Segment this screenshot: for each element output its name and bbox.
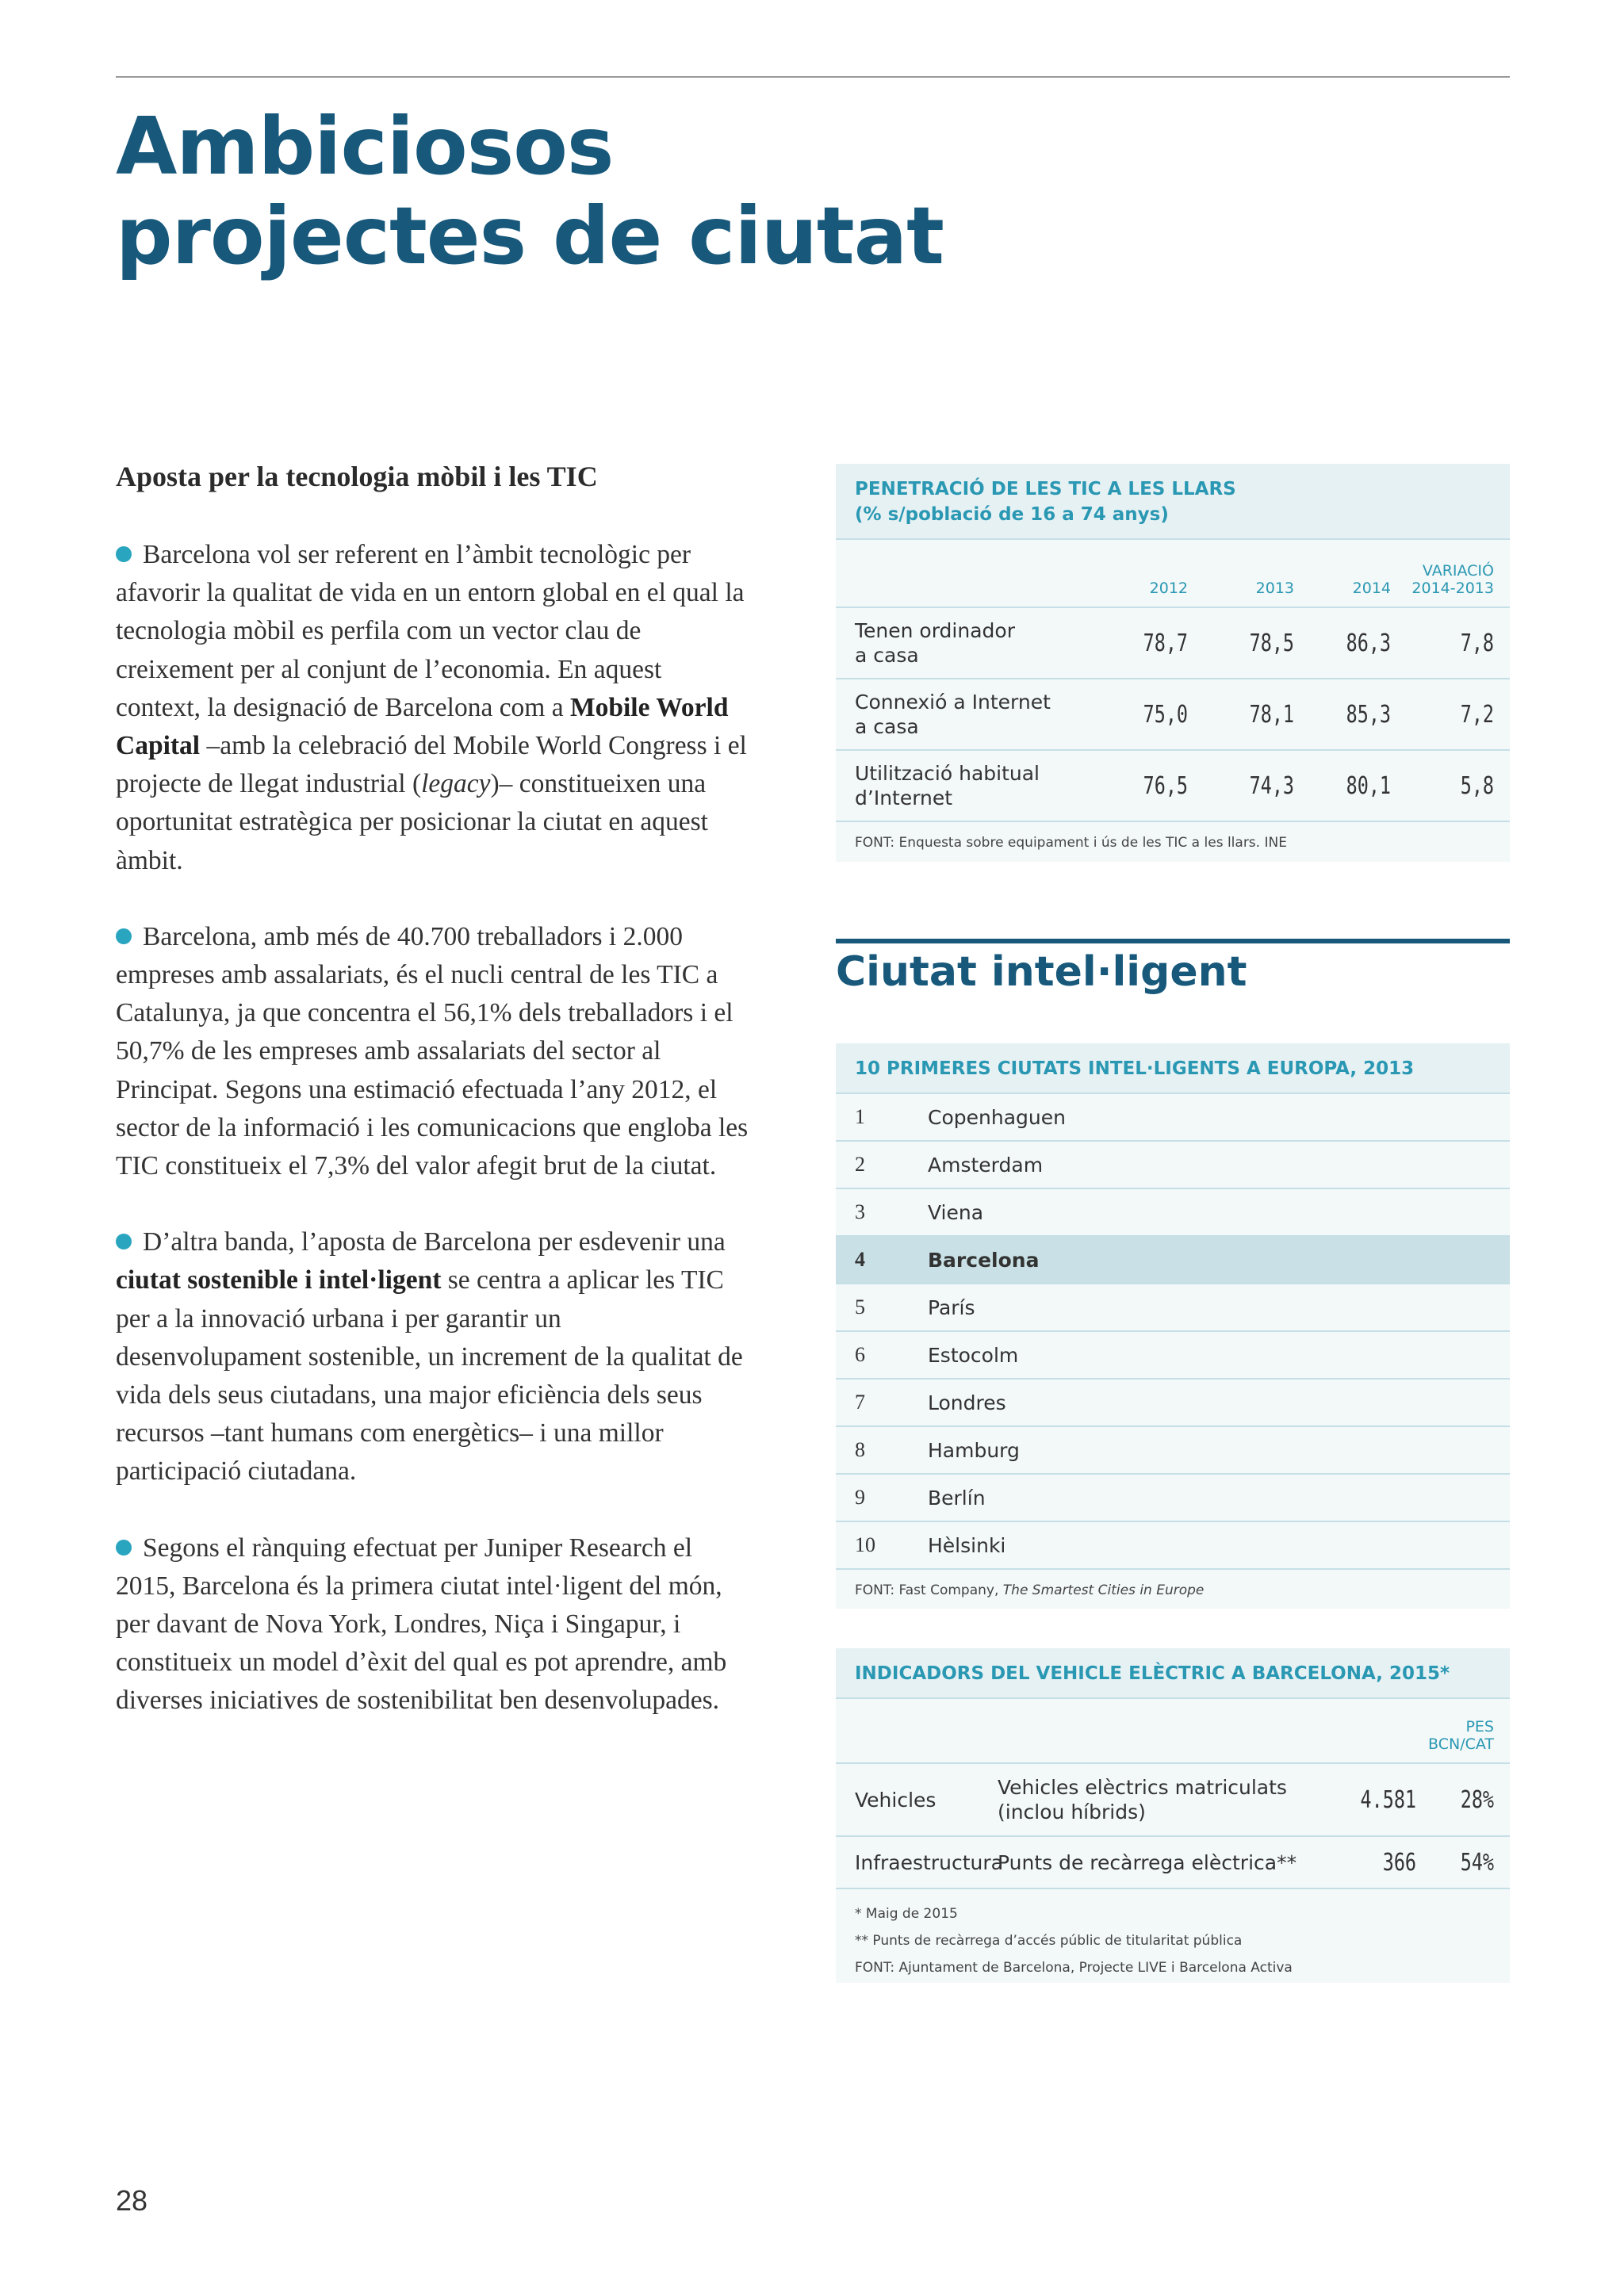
section-rule xyxy=(836,939,1510,943)
table-row: 1 Copenhaguen xyxy=(836,1094,1510,1142)
table-row: 2 Amsterdam xyxy=(836,1142,1510,1189)
paragraph-3: D’altra banda, l’aposta de Barcelona per esdevenir una ciutat sostenible i intel·ligent se centra a aplicar les TIC per a la innovació urbana i per garantir un desenvolupament sostenible, un increment de la qualitat de vida dels seus ciutadans, una major eficiència dels seus recursos –tant humans com energètics– i una millor participació ciutadana. xyxy=(116,1227,743,1487)
ev-table xyxy=(836,1648,1510,1983)
bullet-icon xyxy=(116,1540,132,1556)
table-row: Connexió a Internet a casa 75,0 78,1 85,3 7,2 xyxy=(836,679,1510,751)
smart-cities-source: FONT: Fast Company, The Smartest Cities in Europe xyxy=(855,1582,1205,1598)
tic-table xyxy=(836,464,1510,862)
table-row: 9 Berlín xyxy=(836,1475,1510,1522)
section-heading: Aposta per la tecnologia mòbil i les TIC xyxy=(116,461,598,492)
bullet-icon xyxy=(116,546,132,562)
body-text xyxy=(116,536,750,1758)
page-number: 28 xyxy=(116,2184,148,2217)
ev-table-notes: * Maig de 2015 ** Punts de recàrrega d’accés públic de titularitat pública FONT: Ajuntament de Barcelona, Projecte LIVE i Barcelona Activa xyxy=(855,1906,1293,1976)
smart-city-heading: Ciutat intel·ligent xyxy=(836,948,1247,996)
table-row: Utilització habitual d’Internet 76,5 74,3 80,1 5,8 xyxy=(836,751,1510,822)
tic-table-header: 2012 2013 2014 VARIACIÓ 2014-2013 xyxy=(836,540,1510,608)
paragraph-4: Segons el rànquing efectuat per Juniper Research el 2015, Barcelona és la primera ciutat intel·ligent del món, per davant de Nova York, Londres, Niça i Singapur, i constitueix un model d’èxit del qual es pot aprendre, amb diverses iniciatives de sostenibilitat ben desenvolupades. xyxy=(116,1533,727,1716)
bullet-icon xyxy=(116,1234,132,1249)
tic-table-source: FONT: Enquesta sobre equipament i ús de les TIC a les llars. INE xyxy=(855,835,1287,851)
ev-table-header: PES BCN/CAT xyxy=(836,1699,1510,1764)
page-title-line2: projectes de ciutat xyxy=(116,189,944,282)
table-row: 10 Hèlsinki xyxy=(836,1522,1510,1570)
bullet-icon xyxy=(116,928,132,944)
table-row: Vehicles Vehicles elèctrics matriculats (inclou híbrids) 4.581 28% xyxy=(836,1764,1510,1837)
table-row: 8 Hamburg xyxy=(836,1427,1510,1475)
table-row: 5 París xyxy=(836,1284,1510,1332)
ev-table-title: INDICADORS DEL VEHICLE ELÈCTRIC A BARCELONA, 2015* xyxy=(836,1648,1510,1699)
table-row: Infraestructura Punts de recàrrega elèctrica** 366 54% xyxy=(836,1837,1510,1889)
table-row: Tenen ordinador a casa 78,7 78,5 86,3 7,8 xyxy=(836,608,1510,679)
paragraph-2: Barcelona, amb més de 40.700 treballadors i 2.000 empreses amb assalariats, és el nucli central de les TIC a Catalunya, ja que concentra el 56,1% dels treballadors i el 50,7% de les empreses amb assalariats del sector al Principat. Segons una estimació efectuada l’any 2012, el sector de la informació i les comunicacions que engloba les TIC constitueix el 7,3% del valor afegit brut de la ciutat. xyxy=(116,921,749,1181)
tic-table-title: PENETRACIÓ DE LES TIC A LES LLARS (% s/població de 16 a 74 anys) xyxy=(836,464,1510,540)
top-rule xyxy=(116,76,1510,78)
smart-cities-table-title: 10 PRIMERES CIUTATS INTEL·LIGENTS A EUROPA, 2013 xyxy=(836,1043,1510,1094)
table-row: 6 Estocolm xyxy=(836,1332,1510,1380)
page-title xyxy=(116,101,944,281)
smart-cities-table xyxy=(836,1043,1510,1609)
table-row-highlighted: 4 Barcelona xyxy=(836,1237,1510,1284)
paragraph-1: Barcelona vol ser referent en l’àmbit tecnològic per afavorir la qualitat de vida en un entorn global en el qual la tecnologia mòbil es perfila com un vector clau de creixement per al conjunt de l’economia. En aquest context, la designació de Barcelona com a Mobile World Capital –amb la celebració del Mobile World Congress i el projecte de llegat industrial (legacy)– constitueixen una oportunitat estratègica per posicionar la ciutat en aquest àmbit. xyxy=(116,540,747,875)
table-row: 7 Londres xyxy=(836,1380,1510,1427)
table-row: 3 Viena xyxy=(836,1189,1510,1237)
page-title-line1: Ambiciosos xyxy=(116,100,614,193)
